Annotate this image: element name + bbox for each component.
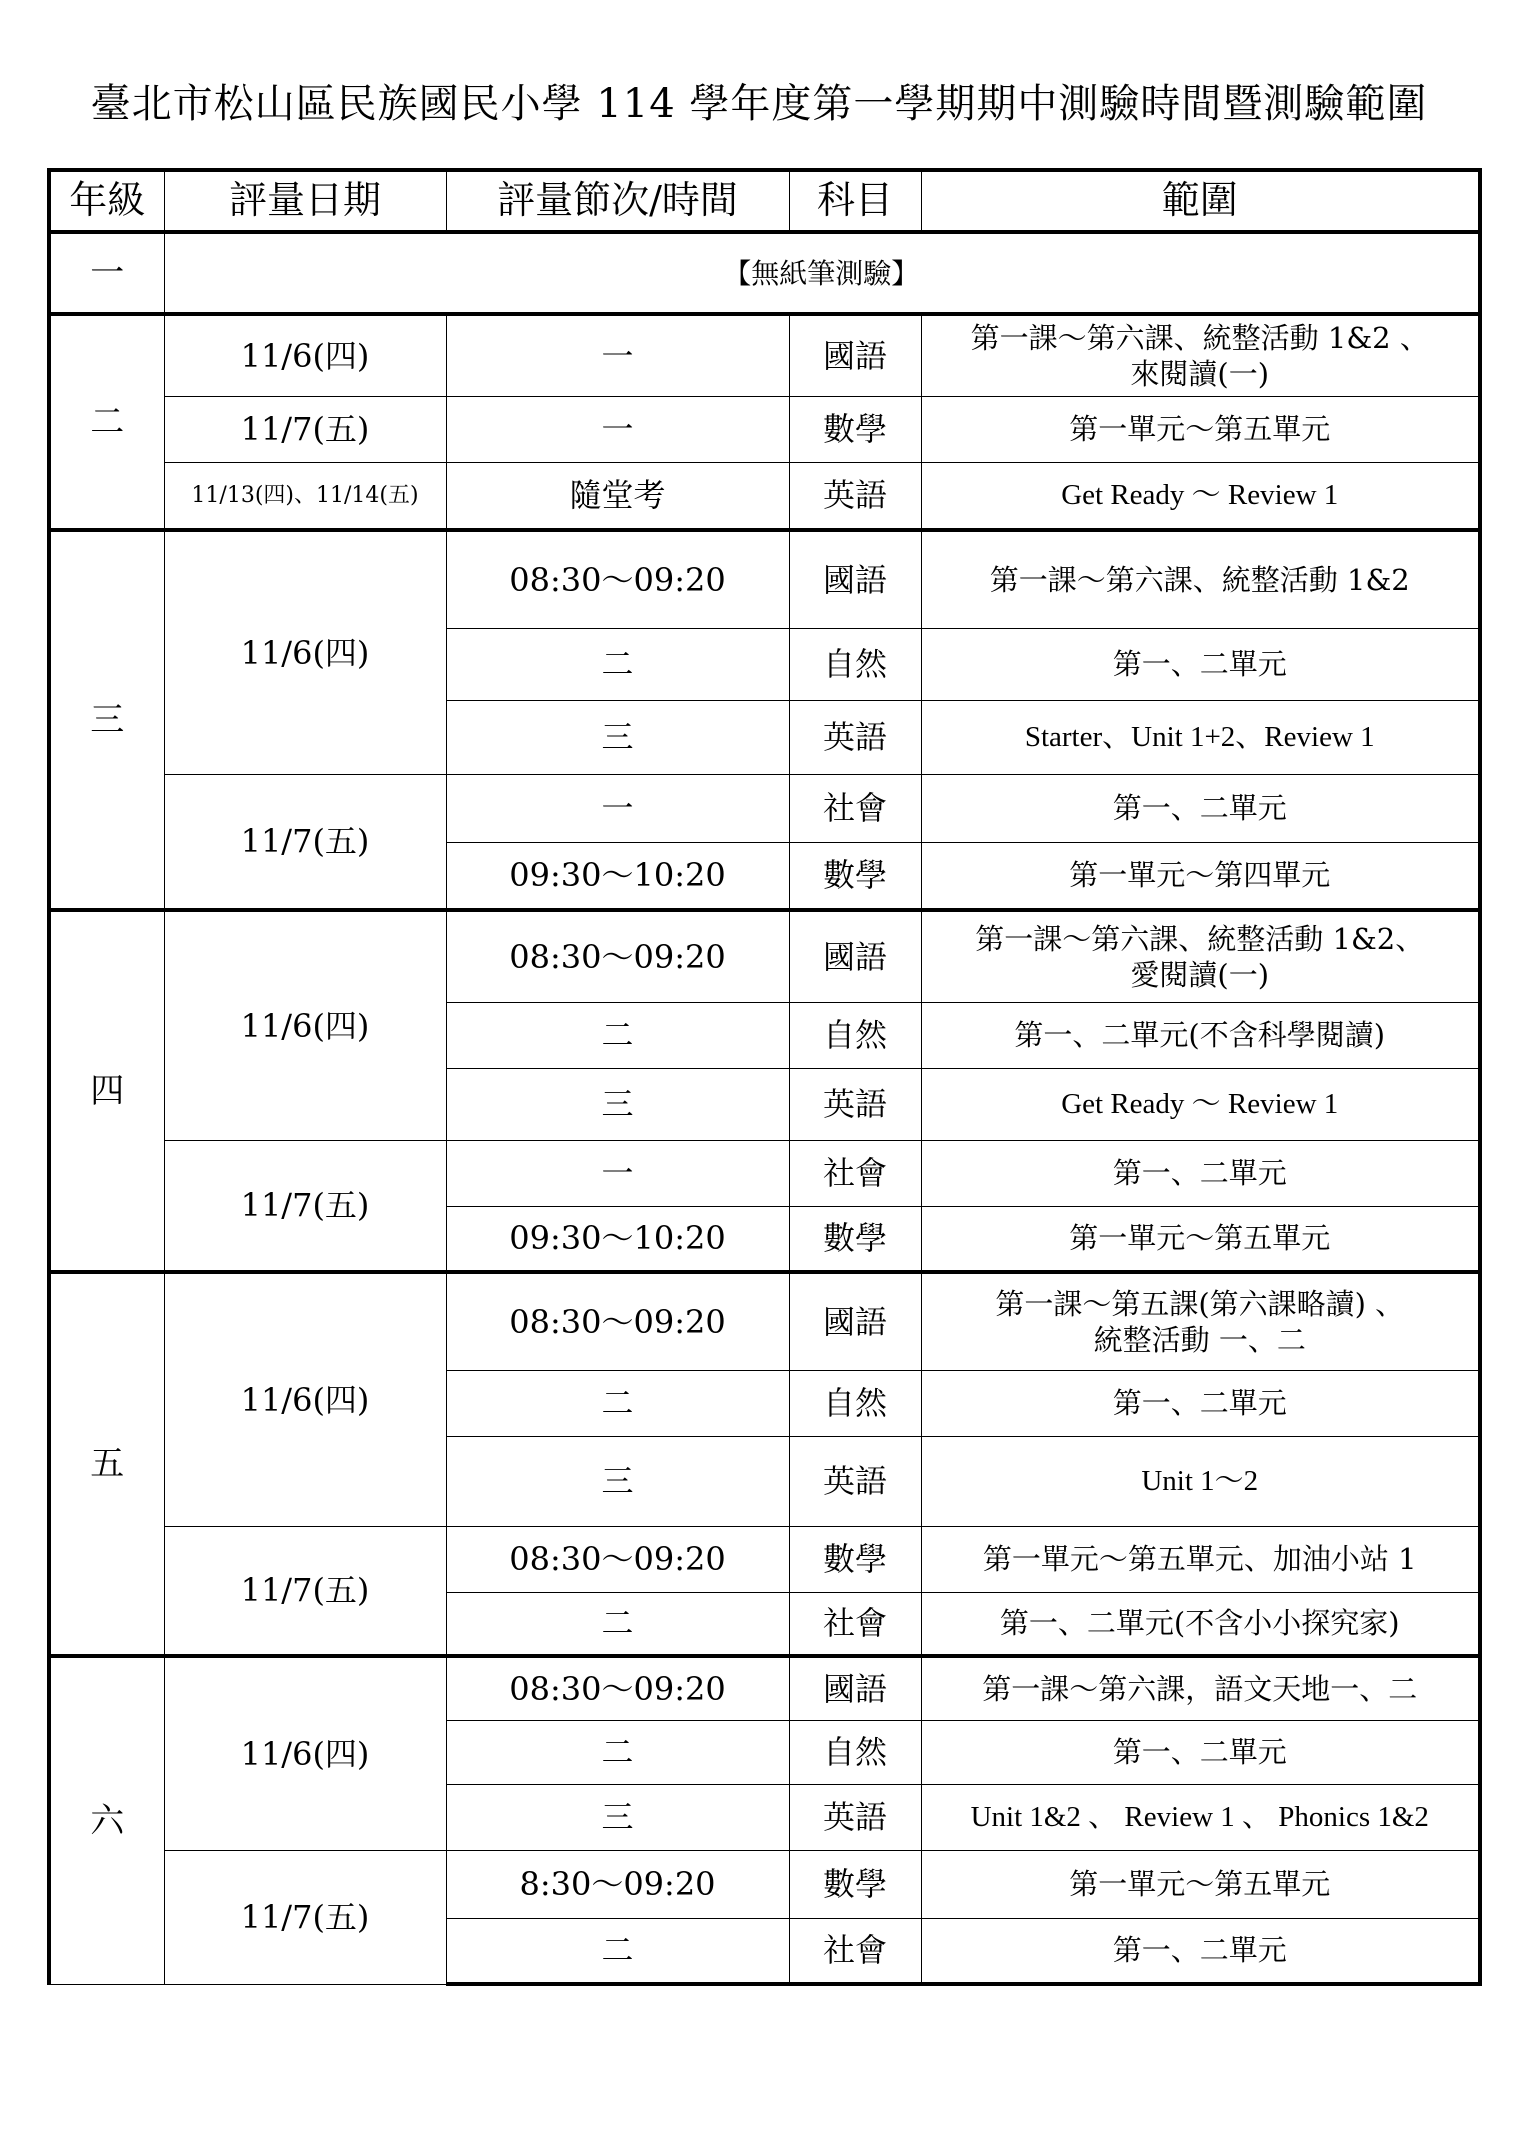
header-session: 評量節次/時間 [446,170,789,232]
scope-cell: 第一、二單元 [921,628,1480,700]
subject-cell: 社會 [789,774,921,842]
date-cell: 11/6(四) [164,910,446,1140]
table-row [49,774,1480,842]
session-cell: 08:30～09:20 [446,1272,789,1370]
scope-line: 來閱讀(一) [1130,356,1270,391]
session-cell: 一 [446,1140,789,1206]
subject-cell: 國語 [789,910,921,1002]
subject-cell: 社會 [789,1592,921,1656]
table-row [49,1140,1480,1206]
session-cell: 一 [446,774,789,842]
scope-cell: 第一、二單元(不含科學閱讀) [921,1002,1480,1068]
session-cell: 二 [446,1918,789,1984]
session-cell: 08:30～09:20 [446,1526,789,1592]
subject-cell: 國語 [789,530,921,628]
subject-cell: 英語 [789,462,921,530]
session-cell: 二 [446,1002,789,1068]
subject-cell: 數學 [789,396,921,462]
session-cell: 08:30～09:20 [446,1656,789,1720]
scope-cell: 第一課～第六課，語文天地一、二 [921,1656,1480,1720]
subject-cell: 數學 [789,1850,921,1918]
grade-cell: 四 [49,910,164,1272]
scope-cell: 第一單元～第五單元 [921,1850,1480,1918]
subject-cell: 數學 [789,1206,921,1272]
scope-cell: Unit 1～2 [921,1436,1480,1526]
header-grade: 年級 [49,170,164,232]
page-title: 臺北市松山區民族國民小學 114 學年度第一學期期中測驗時間暨測驗範圍 [90,81,1428,127]
scope-cell: Get Ready ～ Review 1 [921,1068,1480,1140]
header-scope: 範圍 [921,170,1480,232]
scope-cell: Unit 1&2 、 Review 1 、 Phonics 1&2 [921,1784,1480,1850]
subject-cell: 社會 [789,1140,921,1206]
date-cell: 11/6(四) [164,1272,446,1526]
scope-cell: 第一、二單元 [921,1720,1480,1784]
scope-cell: 第一課～第六課、統整活動 1&2 [921,530,1480,628]
scope-cell [921,314,1480,396]
scope-cell: 第一單元～第五單元 [921,396,1480,462]
table-row [49,530,1480,628]
header-subject: 科目 [789,170,921,232]
scope-line: 統整活動 一、二 [1093,1322,1306,1357]
table-row [49,1272,1480,1370]
header-date: 評量日期 [164,170,446,232]
session-cell: 二 [446,1370,789,1436]
scope-line: 第一課～第五課(第六課略讀) 、 [995,1286,1405,1321]
scope-cell: Get Ready ～ Review 1 [921,462,1480,530]
subject-cell: 數學 [789,842,921,910]
scope-cell: 第一單元～第五單元 [921,1206,1480,1272]
scope-line: 愛閱讀(一) [1130,957,1270,992]
session-cell: 二 [446,628,789,700]
grade-cell: 三 [49,530,164,910]
subject-cell: 社會 [789,1918,921,1984]
subject-cell: 國語 [789,1656,921,1720]
table-row [49,910,1480,1002]
session-cell: 三 [446,700,789,774]
session-cell: 一 [446,396,789,462]
subject-cell: 英語 [789,1068,921,1140]
session-cell: 三 [446,1784,789,1850]
table-row [49,1656,1480,1720]
grade-cell: 六 [49,1656,164,1984]
scope-line: 第一課～第六課、統整活動 1&2 、 [970,320,1429,355]
subject-cell: 英語 [789,1436,921,1526]
session-cell: 09:30～10:20 [446,1206,789,1272]
scope-line: 第一課～第六課、統整活動 1&2、 [975,921,1425,956]
session-cell: 8:30～09:20 [446,1850,789,1918]
subject-cell: 自然 [789,1002,921,1068]
scope-cell: Starter、Unit 1+2、Review 1 [921,700,1480,774]
subject-cell: 自然 [789,1720,921,1784]
scope-cell [921,1272,1480,1370]
session-cell: 08:30～09:20 [446,910,789,1002]
subject-cell: 自然 [789,1370,921,1436]
scope-cell: 第一、二單元 [921,1918,1480,1984]
grade-cell: 五 [49,1272,164,1656]
exam-schedule-table [47,168,1482,1986]
subject-cell: 數學 [789,1526,921,1592]
date-cell: 11/7(五) [164,1526,446,1656]
date-cell: 11/13(四)、11/14(五) [164,462,446,530]
session-cell: 09:30～10:20 [446,842,789,910]
session-cell: 二 [446,1592,789,1656]
grade-cell: 一 [49,232,164,314]
table-row [49,462,1480,530]
table-row [49,232,1480,314]
scope-cell: 第一、二單元 [921,1140,1480,1206]
table-row [49,314,1480,396]
session-cell: 三 [446,1068,789,1140]
subject-cell: 英語 [789,1784,921,1850]
date-cell: 11/7(五) [164,1140,446,1272]
session-cell: 二 [446,1720,789,1784]
table-row [49,396,1480,462]
subject-cell: 國語 [789,1272,921,1370]
scope-cell: 第一、二單元 [921,1370,1480,1436]
scope-cell: 第一單元～第四單元 [921,842,1480,910]
subject-cell: 英語 [789,700,921,774]
date-cell: 11/6(四) [164,1656,446,1850]
session-cell: 三 [446,1436,789,1526]
table-header-row [49,170,1480,232]
date-cell: 11/7(五) [164,396,446,462]
subject-cell: 國語 [789,314,921,396]
scope-cell [921,910,1480,1002]
date-cell: 11/7(五) [164,1850,446,1984]
session-cell: 一 [446,314,789,396]
date-cell: 11/6(四) [164,314,446,396]
no-written-exam-note: 【無紙筆測驗】 [164,232,1480,314]
session-cell: 08:30～09:20 [446,530,789,628]
table-row [49,1850,1480,1918]
scope-cell: 第一單元～第五單元、加油小站 1 [921,1526,1480,1592]
session-cell: 隨堂考 [446,462,789,530]
scope-cell: 第一、二單元 [921,774,1480,842]
date-cell: 11/6(四) [164,530,446,774]
scope-cell: 第一、二單元(不含小小探究家) [921,1592,1480,1656]
date-cell: 11/7(五) [164,774,446,910]
subject-cell: 自然 [789,628,921,700]
table-row [49,1526,1480,1592]
grade-cell: 二 [49,314,164,530]
